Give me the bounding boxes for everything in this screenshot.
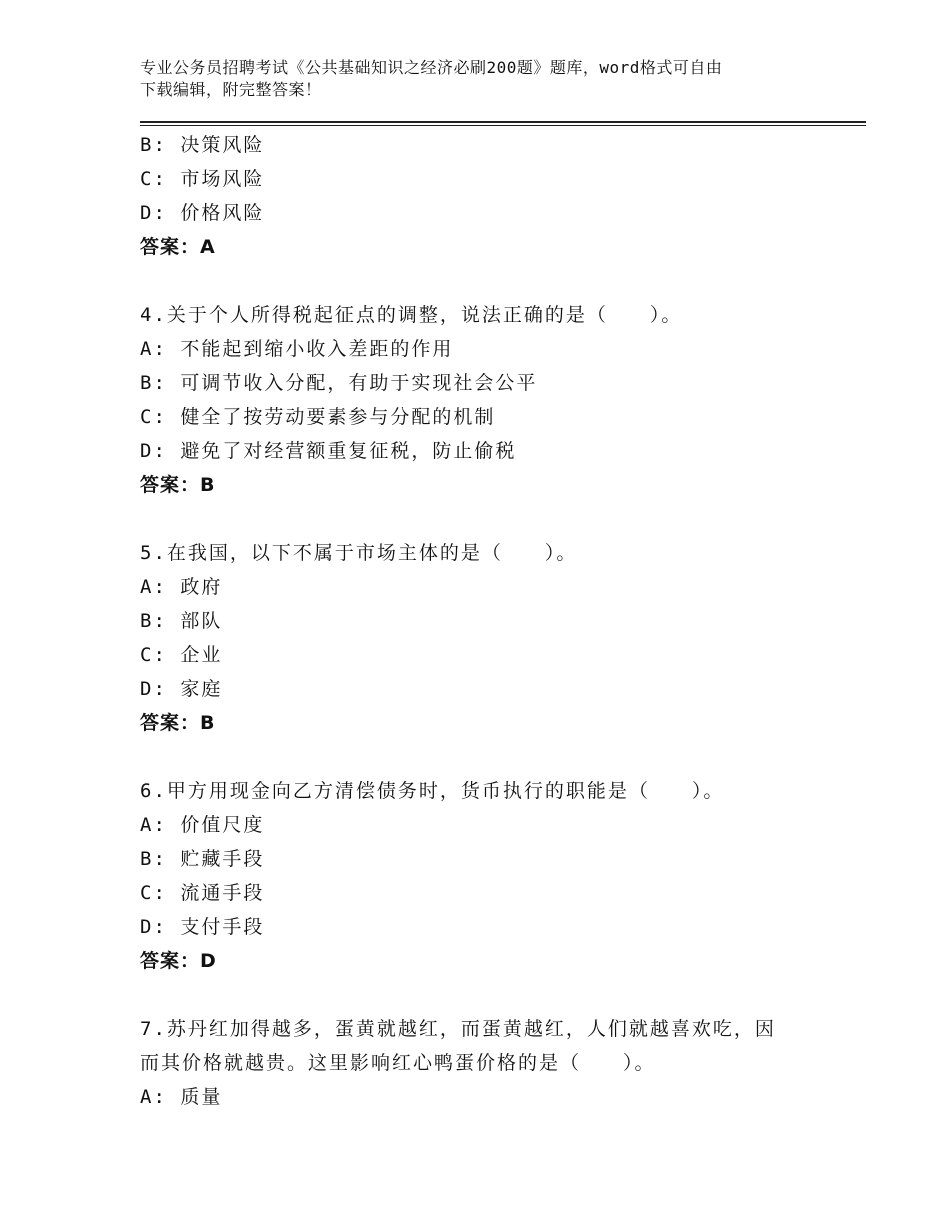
q3-option-d: D: 价格风险 [140,202,265,224]
q6-option-b: B: 贮藏手段 [140,848,265,870]
q5-option-b: B: 部队 [140,610,223,632]
q3-option-b: B: 决策风险 [140,134,265,156]
q6-question: 6.甲方用现金向乙方清偿债务时，货币执行的职能是（ ）。 [140,780,725,802]
q4-option-a: A: 不能起到缩小收入差距的作用 [140,338,454,360]
q4-question: 4.关于个人所得税起征点的调整，说法正确的是（ ）。 [140,304,683,326]
document-header [140,57,830,101]
q6-answer: 答案：D [140,950,217,972]
q7-question-line-1: 7.苏丹红加得越多，蛋黄就越红，而蛋黄越红，人们就越喜欢吃，因 [140,1018,776,1040]
spacer [140,264,866,298]
q7-question-line-2: 而其价格就越贵。这里影响红心鸭蛋价格的是（ ）。 [140,1052,656,1074]
q5-question: 5.在我国，以下不属于市场主体的是（ ）。 [140,542,578,564]
q6-option-c: C: 流通手段 [140,882,265,904]
q5-answer: 答案：B [140,712,216,734]
header-line-1: 专业公务员招聘考试《公共基础知识之经济必刷200题》题库，word格式可自由 [140,58,723,77]
q4-option-c: C: 健全了按劳动要素参与分配的机制 [140,406,496,428]
question-list [140,128,866,1114]
q3-answer: 答案：A [140,236,216,258]
q5-option-c: C: 企业 [140,644,223,666]
q5-option-d: D: 家庭 [140,678,223,700]
header-line-2: 下载编辑，附完整答案！ [140,80,322,99]
q4-answer: 答案：B [140,474,216,496]
spacer [140,978,866,1012]
q4-option-b: B: 可调节收入分配，有助于实现社会公平 [140,372,538,394]
header-divider-thin [140,125,866,126]
q4-option-d: D: 避免了对经营额重复征税，防止偷税 [140,440,517,462]
header-divider-thick [140,121,866,123]
q6-option-d: D: 支付手段 [140,916,265,938]
q3-option-c: C: 市场风险 [140,168,265,190]
q7-option-a: A: 质量 [140,1086,223,1108]
q5-option-a: A: 政府 [140,576,223,598]
spacer [140,740,866,774]
q6-option-a: A: 价值尺度 [140,814,265,836]
spacer [140,502,866,536]
